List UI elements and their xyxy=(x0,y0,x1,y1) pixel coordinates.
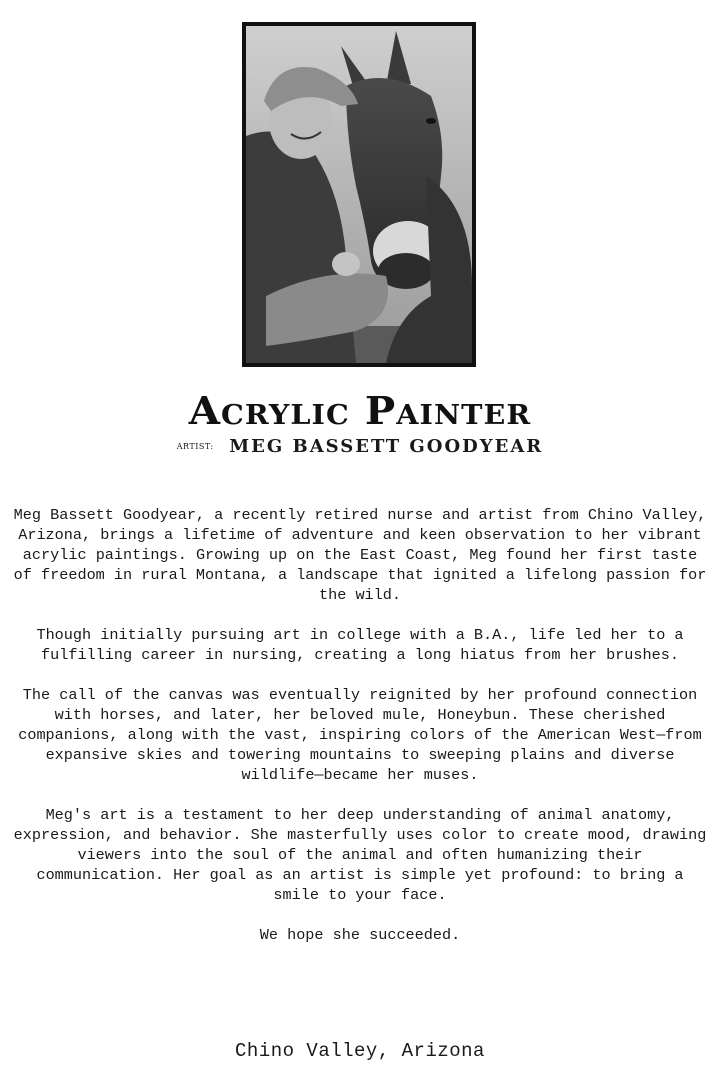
bio-closing: We hope she succeeded. xyxy=(259,926,461,944)
artist-bio xyxy=(10,505,710,965)
bio-paragraph: Though initially pursuing art in college with a B.A., life led her to a fulfilling career in nursing, creating a long hiatus from her brushes. xyxy=(36,626,684,664)
artist-line xyxy=(0,436,720,457)
page-title: Acrylic Painter xyxy=(188,388,532,433)
location: Chino Valley, Arizona xyxy=(235,1040,485,1062)
artist-photo xyxy=(242,22,476,367)
artist-with-mule-image xyxy=(246,26,472,363)
artist-name: MEG BASSETT GOODYEAR xyxy=(229,436,544,457)
artist-prefix: ARTIST: xyxy=(176,442,214,451)
bio-paragraph: Meg Bassett Goodyear, a recently retired nurse and artist from Chino Valley, Arizona, brings a lifetime of adventure and keen observation to her vibrant acrylic paintings. Growing up on the East Coast, Meg found her first taste of freedom in rural Montana, a landscape that ignited a lifelong passion for the wild. xyxy=(13,506,707,604)
bio-paragraph: Meg's art is a testament to her deep understanding of animal anatomy, expression, and behavior. She masterfully uses color to create mood, drawing viewers into the soul of the animal and often humanizing their communication. Her goal as an artist is simple yet profound: to bring a smile to your face. xyxy=(13,806,707,904)
bio-paragraph: The call of the canvas was eventually reignited by her profound connection with horses, and later, her beloved mule, Honeybun. These cherished companions, along with the vast, inspiring colors of the American West—from expansive skies and towering mountains to sweeping plains and diverse wildlife—became her muses. xyxy=(18,686,702,784)
